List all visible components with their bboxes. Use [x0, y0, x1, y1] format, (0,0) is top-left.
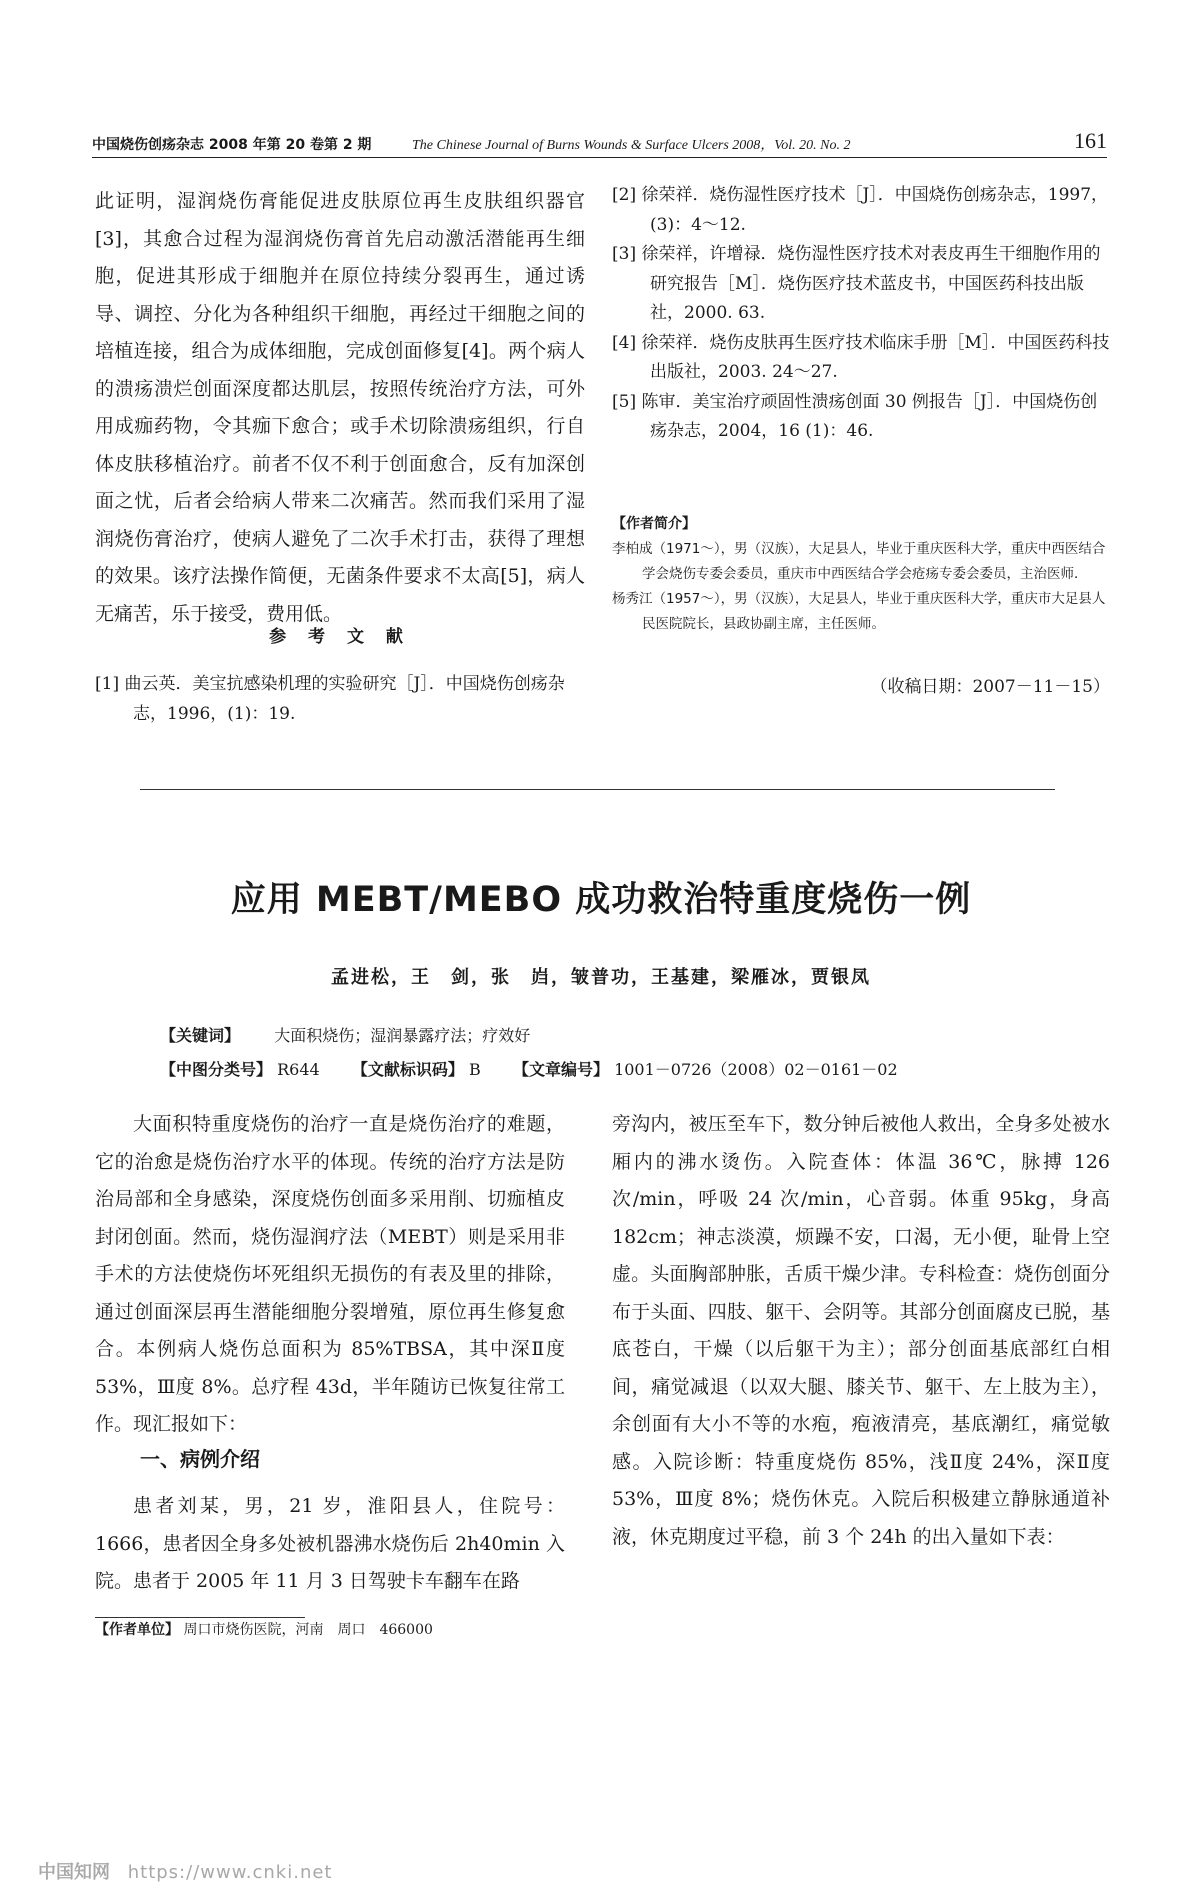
article-divider — [140, 789, 1055, 790]
class-label: 【中图分类号】 — [160, 1060, 273, 1079]
references-title: 参 考 文 献 — [269, 627, 411, 647]
keywords-line — [160, 1023, 1060, 1046]
reference-list-left — [95, 670, 585, 729]
reference-item: [4] 徐荣祥．烧伤皮肤再生医疗技术临床手册［M］．中国医药科技出版社，2003. 24～27. — [612, 332, 1110, 382]
article-number-value: 1001－0726（2008）02－0161－02 — [614, 1060, 898, 1079]
cnki-watermark — [38, 1858, 332, 1884]
affiliation-label: 【作者单位】 — [95, 1622, 179, 1638]
author-affiliation — [95, 1619, 795, 1639]
author-box-title: 【作者简介】 — [612, 516, 696, 532]
prev-article-paragraph: 此证明，湿润烧伤膏能促进皮肤原位再生皮肤组织器官[3]，其愈合过程为湿润烧伤膏首先启动激活潜能再生细胞，促进其形成于细胞并在原位持续分裂再生，通过诱导、调控、分化为各种组织干细胞，再经过干细胞之间的培植连接，组合为成体细胞，完成创面修复[4]。两个病人的溃疡溃烂创面深度都达肌层，按照传统治疗方法，可外用成痂药物，令其痂下愈合；或手术切除溃疡组织，行自体皮肤移植治疗。前者不仅不利于创面愈合，反有加深创面之忧，后者会给病人带来二次痛苦。然而我们采用了湿润烧伤膏治疗，使病人避免了二次手术打击，获得了理想的效果。该疗法操作简便，无菌条件要求不太高[5]，病人无痛苦，乐于接受，费用低。 — [95, 190, 585, 625]
header-rule — [92, 157, 1107, 158]
doc-code-value: B — [469, 1060, 481, 1079]
class-value: R644 — [277, 1060, 320, 1079]
journal-title-en: The Chinese Journal of Burns Wounds & Surface Ulcers 2008，Vol. 20. No. 2 — [412, 138, 851, 153]
page-number: 161 — [1074, 128, 1107, 153]
watermark-url: https://www.cnki.net — [127, 1862, 333, 1883]
intro-paragraph-block — [95, 1106, 565, 1444]
footnote-rule — [95, 1617, 305, 1618]
classification-line — [160, 1057, 1090, 1080]
reference-item: [3] 徐荣祥，许增禄．烧伤湿性医疗技术对表皮再生干细胞作用的研究报告［M］．烧伤医疗技术蓝皮书，中国医药科技出版社，2000. 63. — [612, 244, 1101, 323]
intro-paragraph: 大面积特重度烧伤的治疗一直是烧伤治疗的难题，它的治愈是烧伤治疗水平的体现。传统的治疗方法是防治局部和全身感染，深度烧伤创面多采用削、切痂植皮封闭创面。然而，烧伤湿润疗法（MEBT）则是采用非手术的方法使烧伤坏死组织无损伤的有表及里的排除，通过创面深层再生潜能细胞分裂增殖，原位再生修复愈合。本例病人烧伤总面积为 85%TBSA，其中深Ⅱ度 53%，Ⅲ度 8%。总疗程 43d，半年随访已恢复往常工作。现汇报如下： — [95, 1113, 565, 1435]
watermark-site-name: 中国知网 — [38, 1862, 110, 1883]
reference-item: [5] 陈审．美宝治疗顽固性溃疡创面 30 例报告［J］．中国烧伤创疡杂志，2004，16 (1)：46. — [612, 391, 1098, 441]
affiliation-value: 周口市烧伤医院，河南 周口 466000 — [183, 1622, 433, 1638]
reference-item: [2] 徐荣祥．烧伤湿性医疗技术［J］．中国烧伤创疡杂志，1997，(3)：4～12. — [612, 185, 1109, 235]
article-number-label: 【文章编号】 — [512, 1060, 609, 1079]
author-bio-box — [612, 512, 1110, 637]
article-authors: 孟进松，王 剑，张 岿，皱普功，王基建，梁雁冰，贾银凤 — [331, 967, 871, 988]
author-bio: 李柏成（1971～），男（汉族），大足县人，毕业于重庆医科大学，重庆中西医结合学会烧伤专委会委员，重庆市中西医结合学会疮疡专委会委员，主治医师． — [612, 541, 1106, 582]
article-title: 应用 MEBT/MEBO 成功救治特重度烧伤一例 — [230, 880, 972, 920]
journal-title-cn: 中国烧伤创疡杂志 2008 年第 20 卷第 2 期 — [92, 137, 372, 153]
reference-item: [1] 曲云英．美宝抗感染机理的实验研究［J］．中国烧伤创疡杂志，1996，(1)：19. — [95, 674, 565, 724]
section-heading: 一、病例介绍 — [140, 1447, 260, 1471]
author-bio: 杨秀江（1957～），男（汉族），大足县人，毕业于重庆医科大学，重庆市大足县人民医院院长，县政协副主席，主任医师。 — [612, 591, 1106, 632]
case-paragraph-left — [95, 1488, 565, 1601]
case-paragraph-right — [612, 1106, 1110, 1556]
keywords-value: 大面积烧伤；湿润暴露疗法；疗效好 — [274, 1026, 531, 1045]
reference-list-right — [612, 181, 1110, 447]
case-paragraph-continued: 旁沟内，被压至车下，数分钟后被他人救出，全身多处被水厢内的沸水烫伤。入院查体：体温 36℃，脉搏 126 次/min，呼吸 24 次/min，心音弱。体重 95kg，身高 182cm；神志淡漠，烦躁不安，口渴，无小便，耻骨上空虚。头面胸部肿胀，舌质干燥少津。专科检查：烧伤创面分布于头面、四肢、躯干、会阴等。其部分创面腐皮已脱，基底苍白，干燥（以后躯干为主）；部分创面基底部红白相间，痛觉减退（以双大腿、膝关节、躯干、左上肢为主），余创面有大小不等的水疱，疱液清亮，基底潮红，痛觉敏感。入院诊断：特重度烧伤 85%，浅Ⅱ度 24%，深Ⅱ度 53%，Ⅲ度 8%；烧伤休克。入院后积极建立静脉通道补液，休克期度过平稳，前 3 个 24h 的出入量如下表： — [612, 1113, 1110, 1548]
case-paragraph: 患者刘某，男，21 岁，淮阳县人，住院号：1666，患者因全身多处被机器沸水烧伤后 2h40min 入院。患者于 2005 年 11 月 3 日驾驶卡车翻车在路 — [95, 1495, 565, 1592]
prev-article-body — [95, 183, 585, 633]
received-date: （收稿日期：2007－11－15） — [870, 677, 1110, 697]
running-header — [92, 128, 1107, 168]
keywords-label: 【关键词】 — [160, 1026, 241, 1045]
doc-code-label: 【文献标识码】 — [351, 1060, 464, 1079]
